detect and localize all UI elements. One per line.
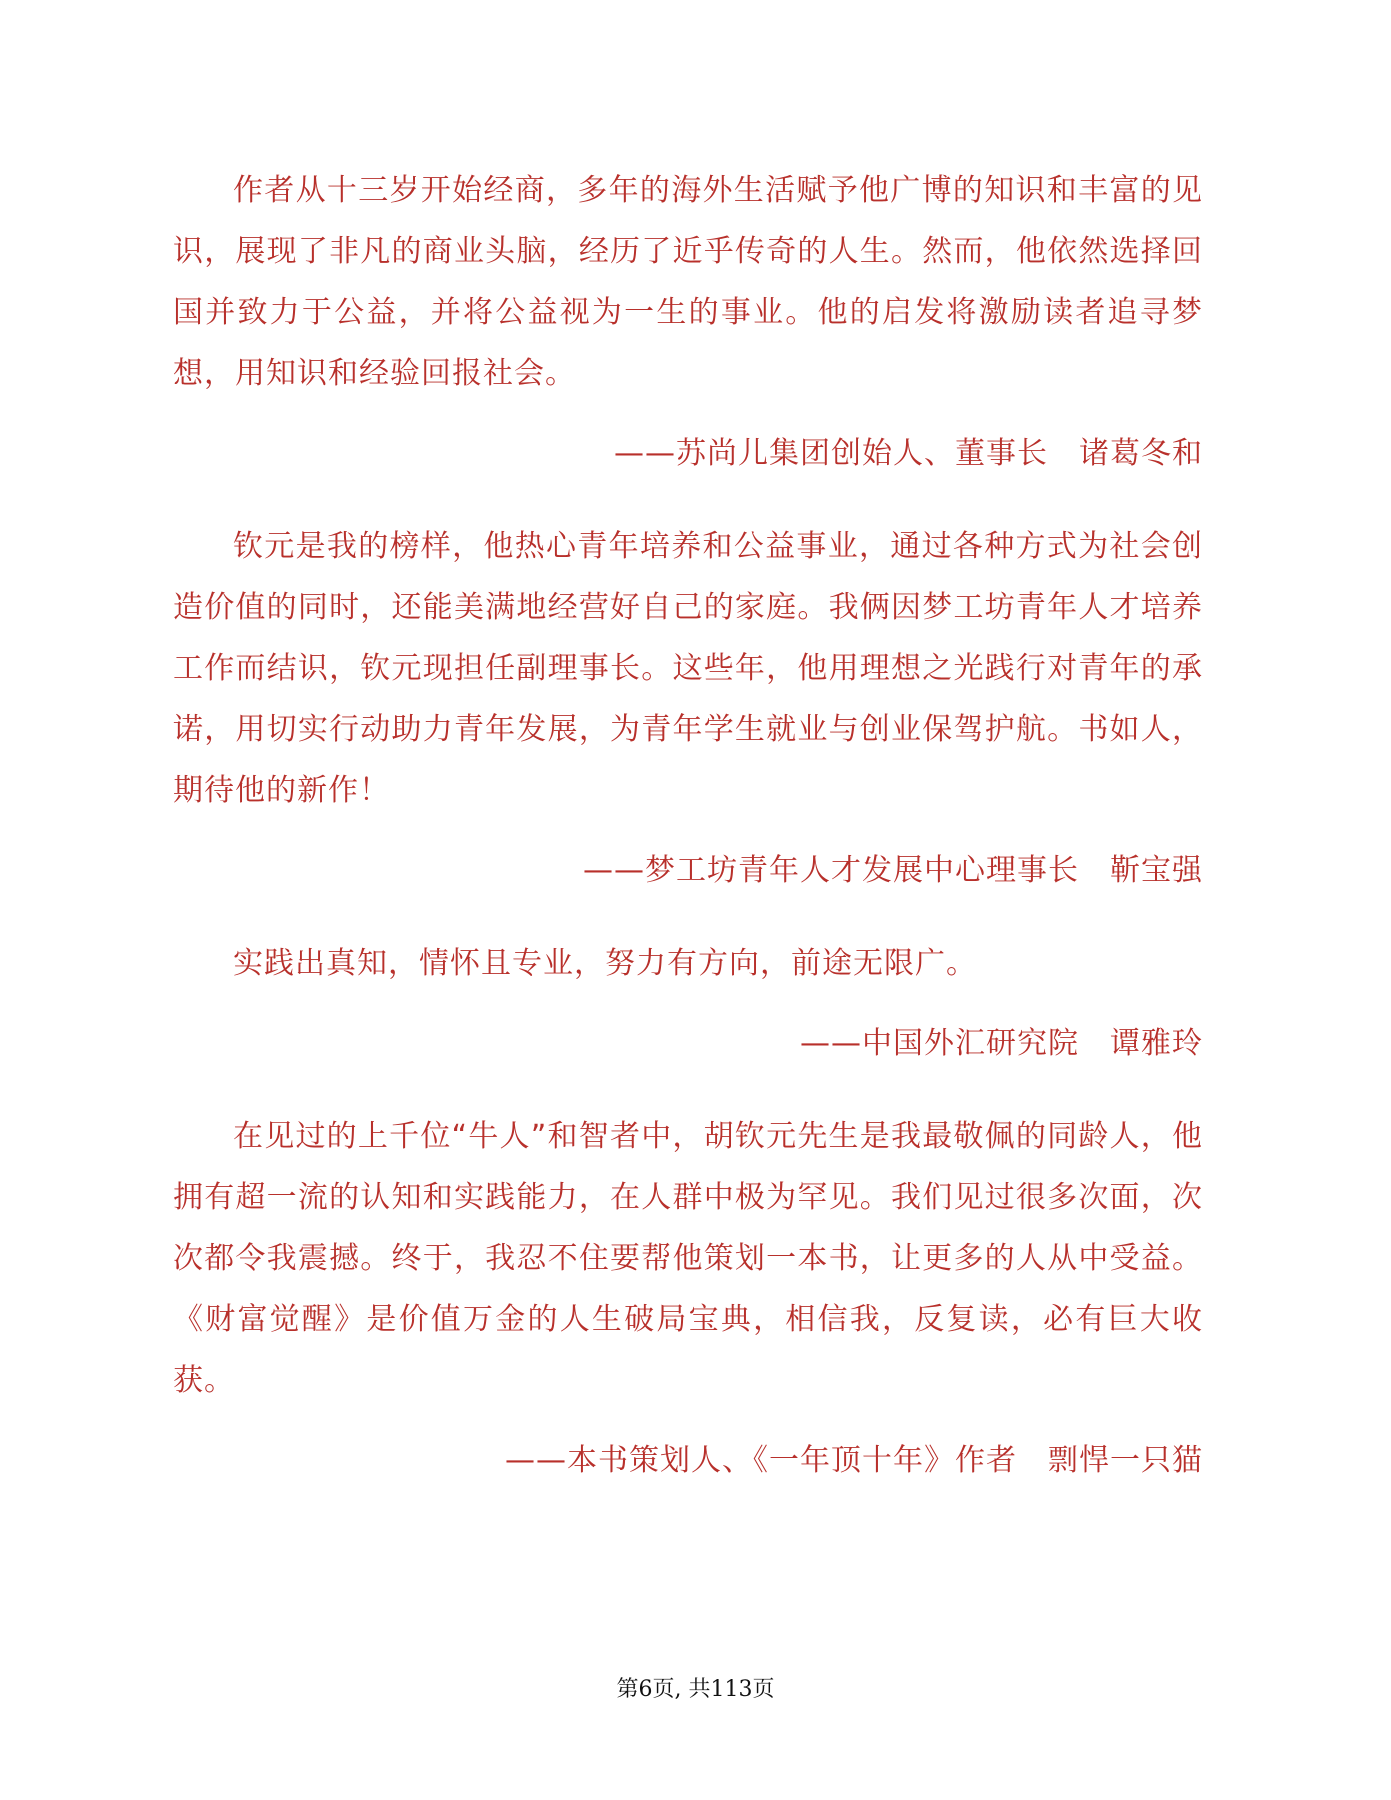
endorsement-signature: ——中国外汇研究院 谭雅玲 xyxy=(800,1026,1203,1061)
endorsements xyxy=(173,160,1203,1481)
endorsement-signature: ——梦工坊青年人才发展中心理事长 靳宝强 xyxy=(583,853,1203,888)
endorsement-signature: ——苏尚儿集团创始人、董事长 诸葛冬和 xyxy=(614,436,1203,471)
endorsement-text: 作者从十三岁开始经商，多年的海外生活赋予他广博的知识和丰富的见识，展现了非凡的商业头脑，经历了近乎传奇的人生。然而，他依然选择回国并致力于公益，并将公益视为一生的事业。他的启发将激励读者追寻梦想，用知识和经验回报社会。 xyxy=(173,173,1203,391)
endorsement-text: 实践出真知，情怀且专业，努力有方向，前途无限广。 xyxy=(233,946,977,981)
endorsement-text: 在见过的上千位“牛人”和智者中，胡钦元先生是我最敬佩的同龄人，他拥有超一流的认知和实践能力，在人群中极为罕见。我们见过很多次面，次次都令我震撼。终于，我忍不住要帮他策划一本书，让更多的人从中受益。《财富觉醒》是价值万金的人生破局宝典，相信我，反复读，必有巨大收获。 xyxy=(173,1119,1203,1398)
endorsement-signature: ——本书策划人、《一年顶十年》作者 剽悍一只猫 xyxy=(505,1443,1203,1478)
endorsement-text: 钦元是我的榜样，他热心青年培养和公益事业，通过各种方式为社会创造价值的同时，还能美满地经营好自己的家庭。我俩因梦工坊青年人才培养工作而结识，钦元现担任副理事长。这些年，他用理想之光践行对青年的承诺，用切实行动助力青年发展，为青年学生就业与创业保驾护航。书如人，期待他的新作！ xyxy=(173,529,1203,808)
page-number-footer: 第6页, 共113页 xyxy=(616,1677,775,1702)
